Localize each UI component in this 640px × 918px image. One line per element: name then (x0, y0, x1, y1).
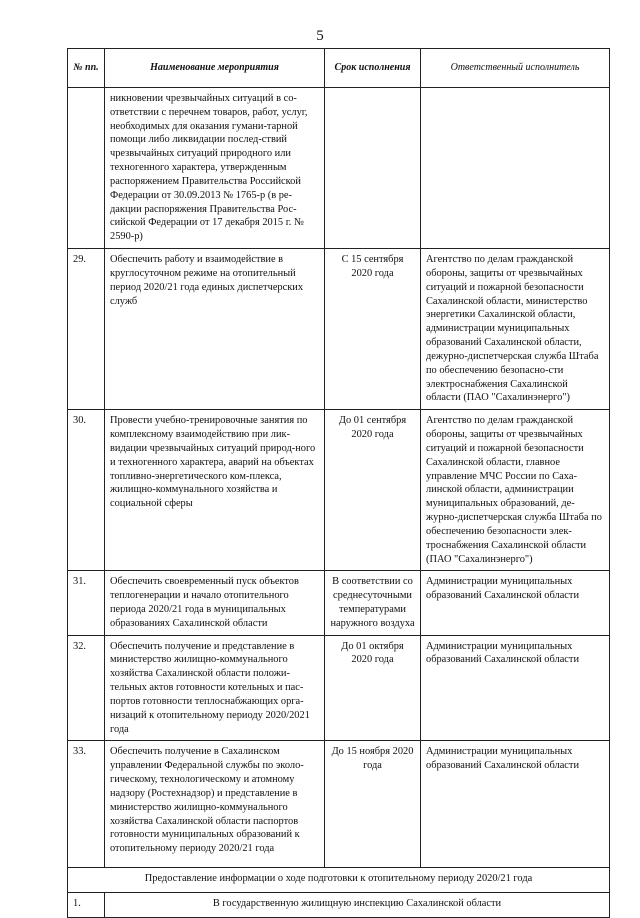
row-name: Обеспечить получение в Сахалинском управлении Федеральной службы по эколо-гическому, технологическому и атомному надзору (Ростехнадзор) и представление в министерство жилищно-коммунального хозяйства Сахалинской области паспортов готовности муниципальных образований к отопительному периоду 2020/21 года (105, 741, 325, 868)
row-resp: Администрации муниципальных образований Сахалинской области (421, 635, 610, 741)
row-name: Обеспечить своевременный пуск объектов теплогенерации и начало отопительного периода 2020/21 года в муниципальных образованиях Сахалинской области (105, 571, 325, 635)
row-name: Провести учебно-тренировочные занятия по комплексному взаимодействию при лик-видации чрезвычайных ситуаций природ-ного и техногенного характера, аварий на объектах топливно-энергетического ком-плекса, жилищно-коммунального хозяйства и социальной сферы (105, 410, 325, 571)
row-resp: Агентство по делам гражданской обороны, защиты от чрезвычайных ситуаций и пожарной безопасности Сахалинской области, министерство энергетики Сахалинской области, администрации муниципальных образований Сахалинской области, дежурно-диспетчерская служба Штаба по обеспечению безопасно-сти электроснабжения Сахалинской области (ПАО "Сахалинэнерго") (421, 249, 610, 410)
row-name: никновении чрезвычайных ситуаций в со-ответствии с перечнем товаров, работ, услуг, необходимых для оказания гумани-тарной помощи либо ликвидации послед-ствий чрезвычайных ситуаций природного или техногенного характера, утвержденным распоряжением Правительства Российской Федерации от 30.09.2013 № 1765-р (в ре-дакции распоряжения Правительства Рос-сийской Федерации от 17 декабря 2015 г. № 2590-р) (105, 88, 325, 249)
page-number: 5 (316, 28, 324, 44)
header-name: Наименование мероприятия (105, 49, 325, 88)
table-row (68, 410, 610, 571)
row-term: До 01 октября 2020 года (325, 635, 421, 741)
row-num: 29. (68, 249, 105, 410)
row-num: 30. (68, 410, 105, 571)
row-term: До 15 ноября 2020 года (325, 741, 421, 868)
row-resp: Администрации муниципальных образований Сахалинской области (421, 741, 610, 868)
header-term: Срок исполнения (325, 49, 421, 88)
row-resp: Агентство по делам гражданской обороны, защиты от чрезвычайных ситуаций и пожарной безопасности Сахалинской области, главное управление МЧС России по Саха-линской области, администрации муниципальных образований, де-журно-диспетчерская служба Штаба по обеспечению безопасности элек-троснабжения Сахалинской области (ПАО "Сахалинэнерго") (421, 410, 610, 571)
row-name: Обеспечить получение и представление в министерство жилищно-коммунального хозяйства Сахалинской области положи-тельных актов готовности котельных и пас-портов готовности теплоснабжающих орга-низаций к отопительному периоду 2020/2021 года (105, 635, 325, 741)
row-name: Обеспечить работу и взаимодействие в круглосуточном режиме на отопительный период 2020/21 года единых диспетчерских служб (105, 249, 325, 410)
section-title: Предоставление информации о ходе подготовки к отопительному периоду 2020/21 года (68, 868, 610, 893)
table-row (68, 571, 610, 635)
row-num: 32. (68, 635, 105, 741)
row-num: 33. (68, 741, 105, 868)
row-term: В соответствии со среднесуточными температурами наружного воздуха (325, 571, 421, 635)
row-num (68, 88, 105, 249)
section-title-row (68, 868, 610, 893)
table-row (68, 635, 610, 741)
table-row (68, 88, 610, 249)
table-row (68, 741, 610, 868)
row-num: 1. (68, 893, 105, 918)
table-header-row (68, 49, 610, 88)
row-term: С 15 сентября 2020 года (325, 249, 421, 410)
row-term: До 01 сентября 2020 года (325, 410, 421, 571)
table-row (68, 249, 610, 410)
table-row (68, 893, 610, 918)
row-term (325, 88, 421, 249)
row-resp (421, 88, 610, 249)
row-resp: Администрации муниципальных образований Сахалинской области (421, 571, 610, 635)
header-resp: Ответственный исполнитель (421, 49, 610, 88)
row-num: 31. (68, 571, 105, 635)
row-text: В государственную жилищную инспекцию Сахалинской области (105, 893, 610, 918)
header-num: № пп. (68, 49, 105, 88)
measures-table (67, 48, 610, 918)
